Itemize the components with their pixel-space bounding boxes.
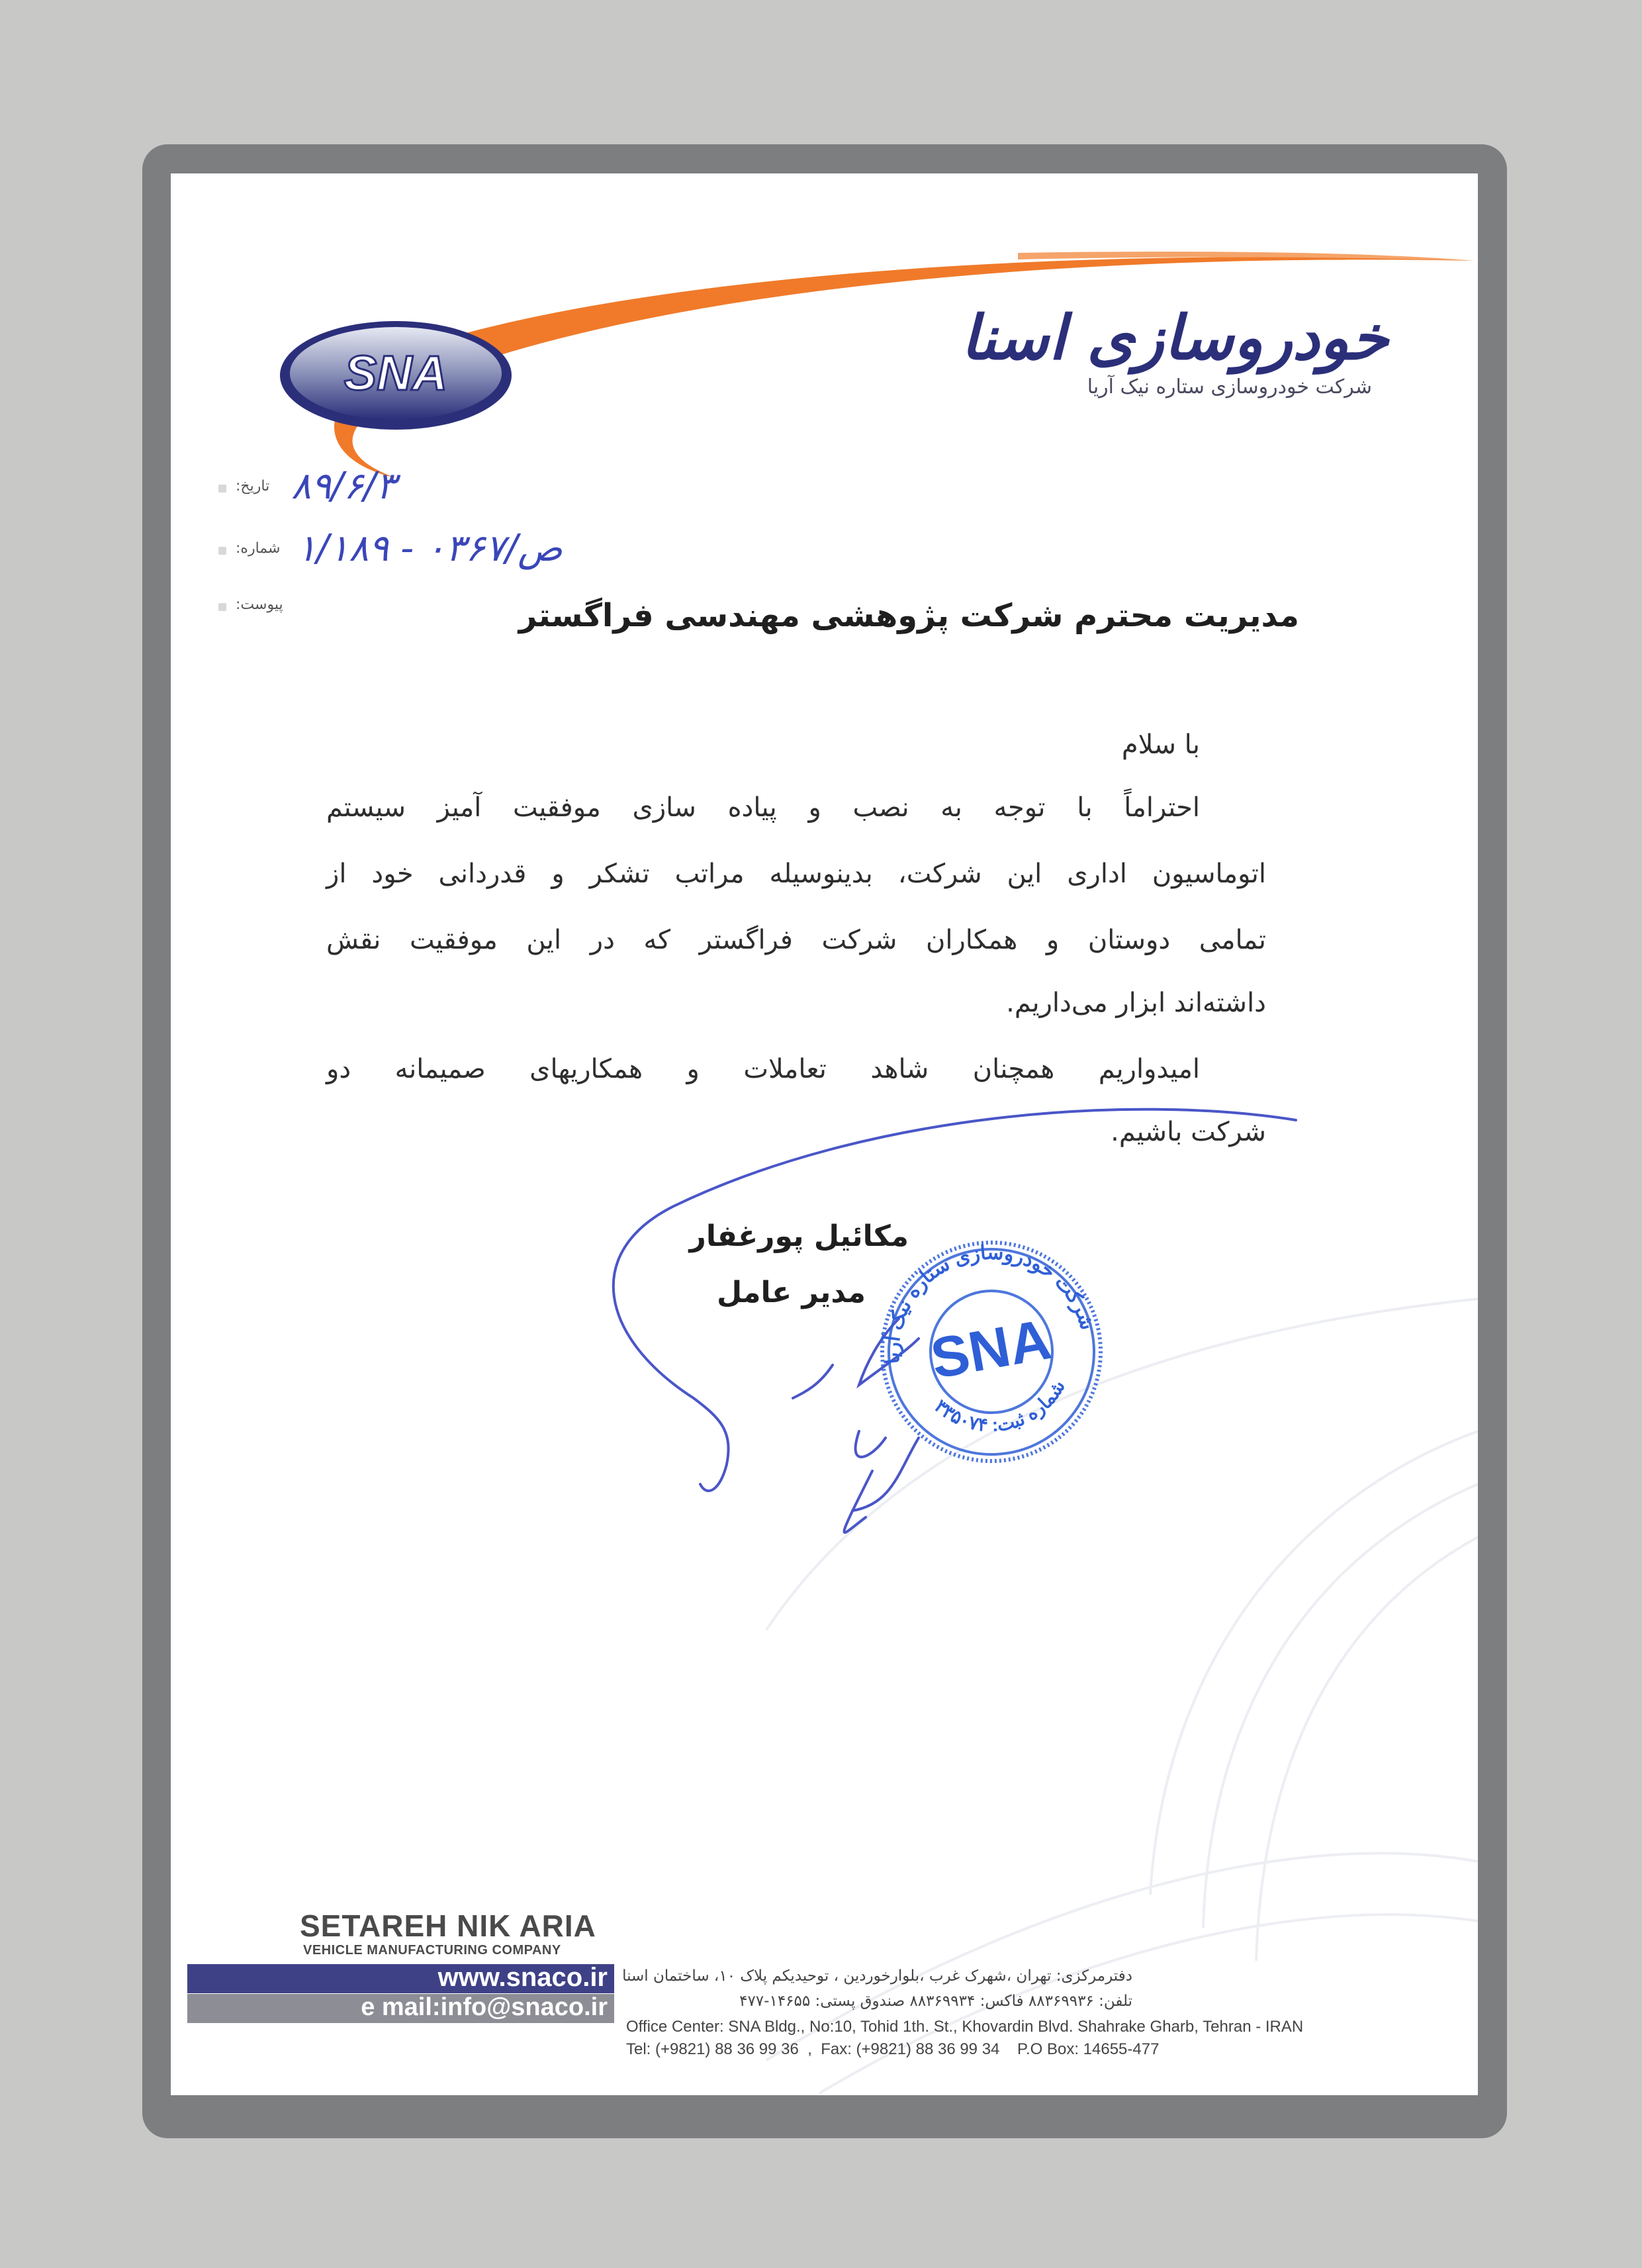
recipient-line: مدیریت محترم شرکت پژوهشی مهندسی فراگستر: [518, 597, 1299, 634]
footer-company-en: SETAREH NIK ARIA: [300, 1909, 596, 1943]
number-value: ۱/۱۸۹ - ص/۰۳۶۷: [296, 527, 563, 570]
footer-company-sub: VEHICLE MANUFACTURING COMPANY: [303, 1943, 561, 1958]
footer-website[interactable]: www.snaco.ir: [437, 1963, 608, 1992]
stamp-center: SNA: [926, 1307, 1056, 1392]
letter-page: [171, 173, 1478, 2095]
footer-phones-en: Tel: (+9821) 88 36 99 36 , Fax: (+9821) 88 36 99 34 P.O Box: 14655-477: [626, 2040, 1160, 2058]
body-line: تمامی دوستان و همکاران شرکت فراگستر که در این موفقیت نقش: [326, 925, 1266, 955]
signature: [171, 173, 1478, 2095]
brand-subtitle-fa: شرکت خودروسازی ستاره نیک آریا: [1087, 375, 1372, 399]
date-label: تاریخ:: [236, 478, 270, 495]
footer-phones-fa: تلفن: ۸۸۳۶۹۹۳۶ فاکس: ۸۸۳۶۹۹۳۴ صندوق پستی: ۱۴۶۵۵-۴۷۷: [739, 1993, 1132, 2010]
sna-logo-text: SNA: [343, 346, 448, 401]
greeting: با سلام: [1121, 730, 1200, 760]
date-value: ۸۹/۶/۳: [291, 465, 396, 508]
body-line: شرکت باشیم.: [1111, 1117, 1266, 1147]
footer-email[interactable]: e mail:info@snaco.ir: [361, 1993, 608, 2021]
number-label: شماره:: [236, 540, 281, 557]
signer-title: مدیر عامل: [717, 1276, 866, 1309]
signer-name: مکائیل پورغفار: [689, 1219, 909, 1253]
body-line: امیدواریم همچنان شاهد تعاملات و همکاریهای صمیمانه دو: [326, 1054, 1200, 1084]
company-stamp: [866, 1226, 1117, 1478]
body-line: اتوماسیون اداری این شرکت، بدینوسیله مراتب تشکر و قدردانی خود از: [326, 859, 1266, 889]
brand-name-fa: خودروسازی اسنا: [960, 303, 1389, 373]
body-line: داشته‌اند ابزار می‌داریم.: [1006, 988, 1266, 1018]
stamp-ring-text: شرکت خودروسازی ستاره نیک آریا: [881, 1241, 1099, 1365]
attachment-label: پیوست:: [236, 596, 283, 613]
footer-address-fa: دفترمرکزی: تهران ،شهرک غرب ،بلوارخوردین ، توحیدیکم پلاک ۱۰، ساختمان اسنا: [622, 1967, 1132, 1985]
stamp-registration: شماره ثبت: ۳۳۵۰۷۴: [931, 1376, 1070, 1436]
body-line: احتراماً با توجه به نصب و پیاده سازی موفقیت آمیز سیستم: [326, 792, 1200, 823]
footer-address-en: Office Center: SNA Bldg., No:10, Tohid 1th. St., Khovardin Blvd. Shahrake Gharb, Tehran - IRAN: [626, 2018, 1304, 2036]
